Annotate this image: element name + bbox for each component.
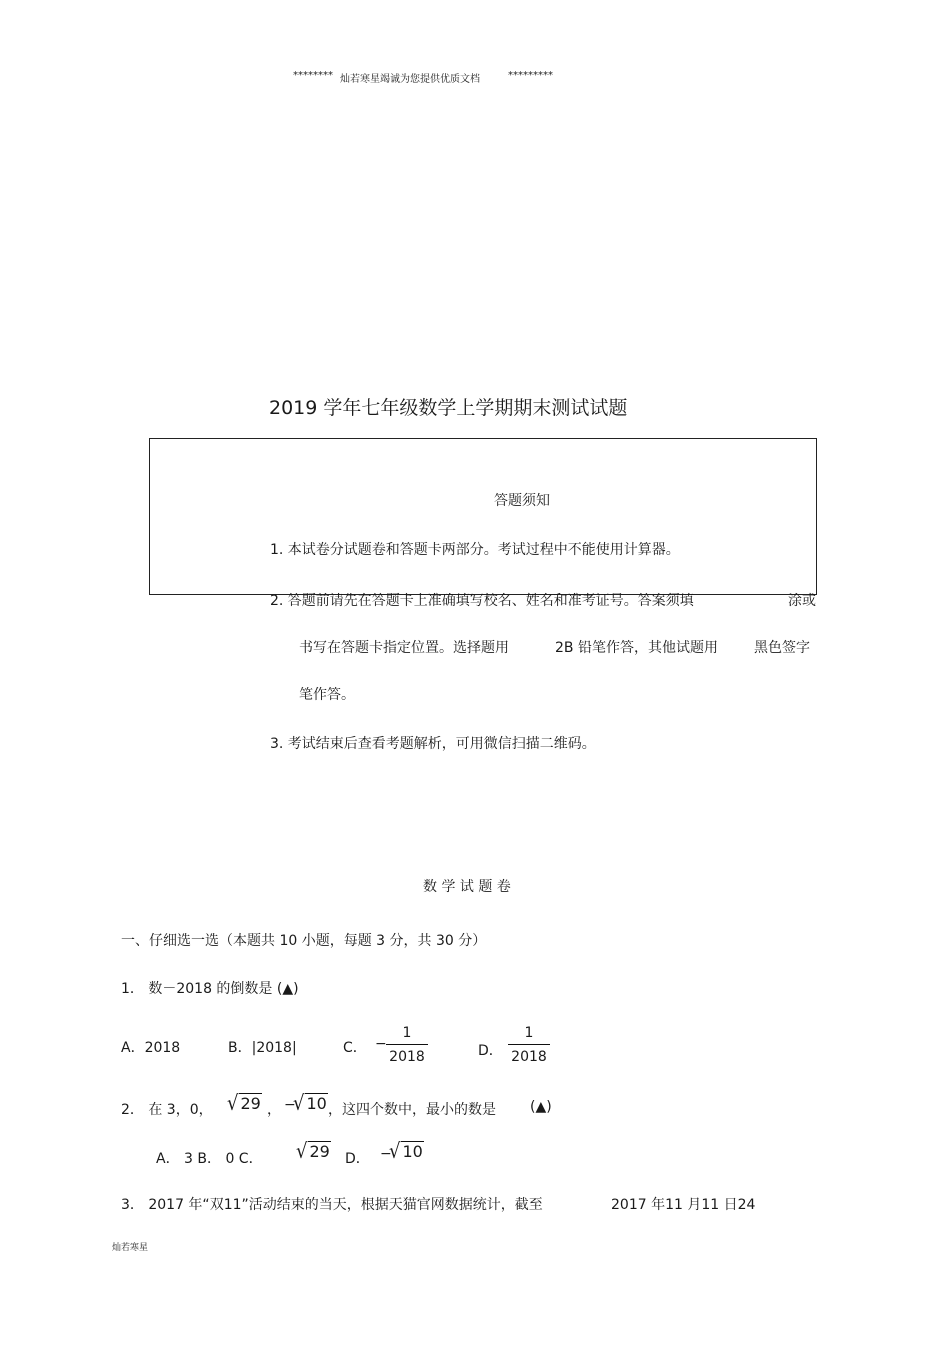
question-1-stem: 1． 数－2018 的倒数是 (▲) bbox=[121, 981, 299, 997]
question-3-stem-cont: 2017 年11 月11 日24 bbox=[611, 1197, 756, 1213]
q1-option-b: B．|2018| bbox=[228, 1040, 297, 1056]
notice-item-2-line2a: 书写在答题卡指定位置。选择题用 bbox=[299, 640, 509, 656]
page-title: 2019 学年七年级数学上学期期末测试试题 bbox=[269, 397, 628, 419]
fraction-bar bbox=[386, 1044, 428, 1045]
q1-option-c-denominator: 2018 bbox=[389, 1049, 425, 1065]
notice-item-2: 2. 答题前请先在答题卡上准确填写校名、姓名和准考证号。答案须填 bbox=[270, 593, 694, 609]
q2-options-abc: A． 3 B． 0 C． bbox=[156, 1151, 263, 1167]
q2-answer-mark: (▲) bbox=[530, 1099, 552, 1115]
q2-option-c-sqrt bbox=[296, 1141, 331, 1162]
notice-item-2-line2b: 2B 铅笔作答，其他试题用 bbox=[555, 640, 718, 656]
q1-option-c-numerator: 1 bbox=[402, 1025, 412, 1041]
q2-option-d-neg: − bbox=[380, 1146, 392, 1162]
section-title: 数 学 试 题 卷 bbox=[423, 879, 511, 895]
header-text: 灿若寒星竭诚为您提供优质文档 bbox=[340, 74, 480, 85]
q2-separator: ， bbox=[267, 1102, 281, 1118]
q2-radicand-10: 10 bbox=[306, 1094, 327, 1113]
header-right-stars: ********* bbox=[508, 70, 553, 81]
footer-text: 灿若寒星 bbox=[112, 1243, 149, 1253]
notice-item-2-line2c: 黑色签字 bbox=[754, 640, 810, 656]
sqrt-icon: √ bbox=[296, 1139, 308, 1164]
q2-sqrt-29 bbox=[227, 1093, 262, 1114]
header-left-stars: ******** bbox=[293, 70, 333, 81]
q2-radicand-29: 29 bbox=[240, 1094, 261, 1113]
q1-option-c-label: C． bbox=[343, 1040, 367, 1056]
part-one-heading: 一、仔细选一选（本题共 10 小题，每题 3 分，共 30 分） bbox=[121, 933, 487, 949]
q2-sqrt-10 bbox=[293, 1093, 328, 1114]
q1-option-d-numerator: 1 bbox=[524, 1025, 534, 1041]
q1-option-c-fraction bbox=[386, 1024, 428, 1066]
q2-option-d-label: D． bbox=[345, 1151, 370, 1167]
sqrt-icon: √ bbox=[227, 1091, 239, 1116]
q2-negative-sign: − bbox=[284, 1097, 296, 1113]
question-3-stem: 3． 2017 年“双11”活动结束的当天，根据天猫官网数据统计，截至 bbox=[121, 1197, 543, 1213]
notice-heading: 答题须知 bbox=[494, 493, 550, 509]
notice-item-1: 1. 本试卷分试题卷和答题卡两部分。考试过程中不能使用计算器。 bbox=[270, 542, 680, 558]
fraction-bar bbox=[508, 1044, 550, 1045]
notice-item-3: 3. 考试结束后查看考题解析，可用微信扫描二维码。 bbox=[270, 736, 596, 752]
q1-option-d-fraction bbox=[508, 1024, 550, 1066]
q1-option-d-denominator: 2018 bbox=[511, 1049, 547, 1065]
q1-option-d-label: D． bbox=[478, 1043, 503, 1059]
q2-option-c-radicand: 29 bbox=[309, 1142, 330, 1161]
notice-box bbox=[149, 438, 817, 595]
q1-option-c-sign: − bbox=[375, 1036, 387, 1052]
q2-option-d-sqrt bbox=[389, 1141, 424, 1162]
q1-option-a: A．2018 bbox=[121, 1040, 181, 1056]
question-2-stem: 2． 在 3，0， bbox=[121, 1102, 213, 1118]
sqrt-icon: √ bbox=[389, 1139, 401, 1164]
notice-item-2-end: 涂或 bbox=[788, 593, 816, 609]
q2-option-d-radicand: 10 bbox=[402, 1142, 423, 1161]
sqrt-icon: √ bbox=[293, 1091, 305, 1116]
notice-item-2-line3: 笔作答。 bbox=[299, 687, 355, 703]
q2-stem-tail: ，这四个数中，最小的数是 bbox=[328, 1102, 496, 1118]
